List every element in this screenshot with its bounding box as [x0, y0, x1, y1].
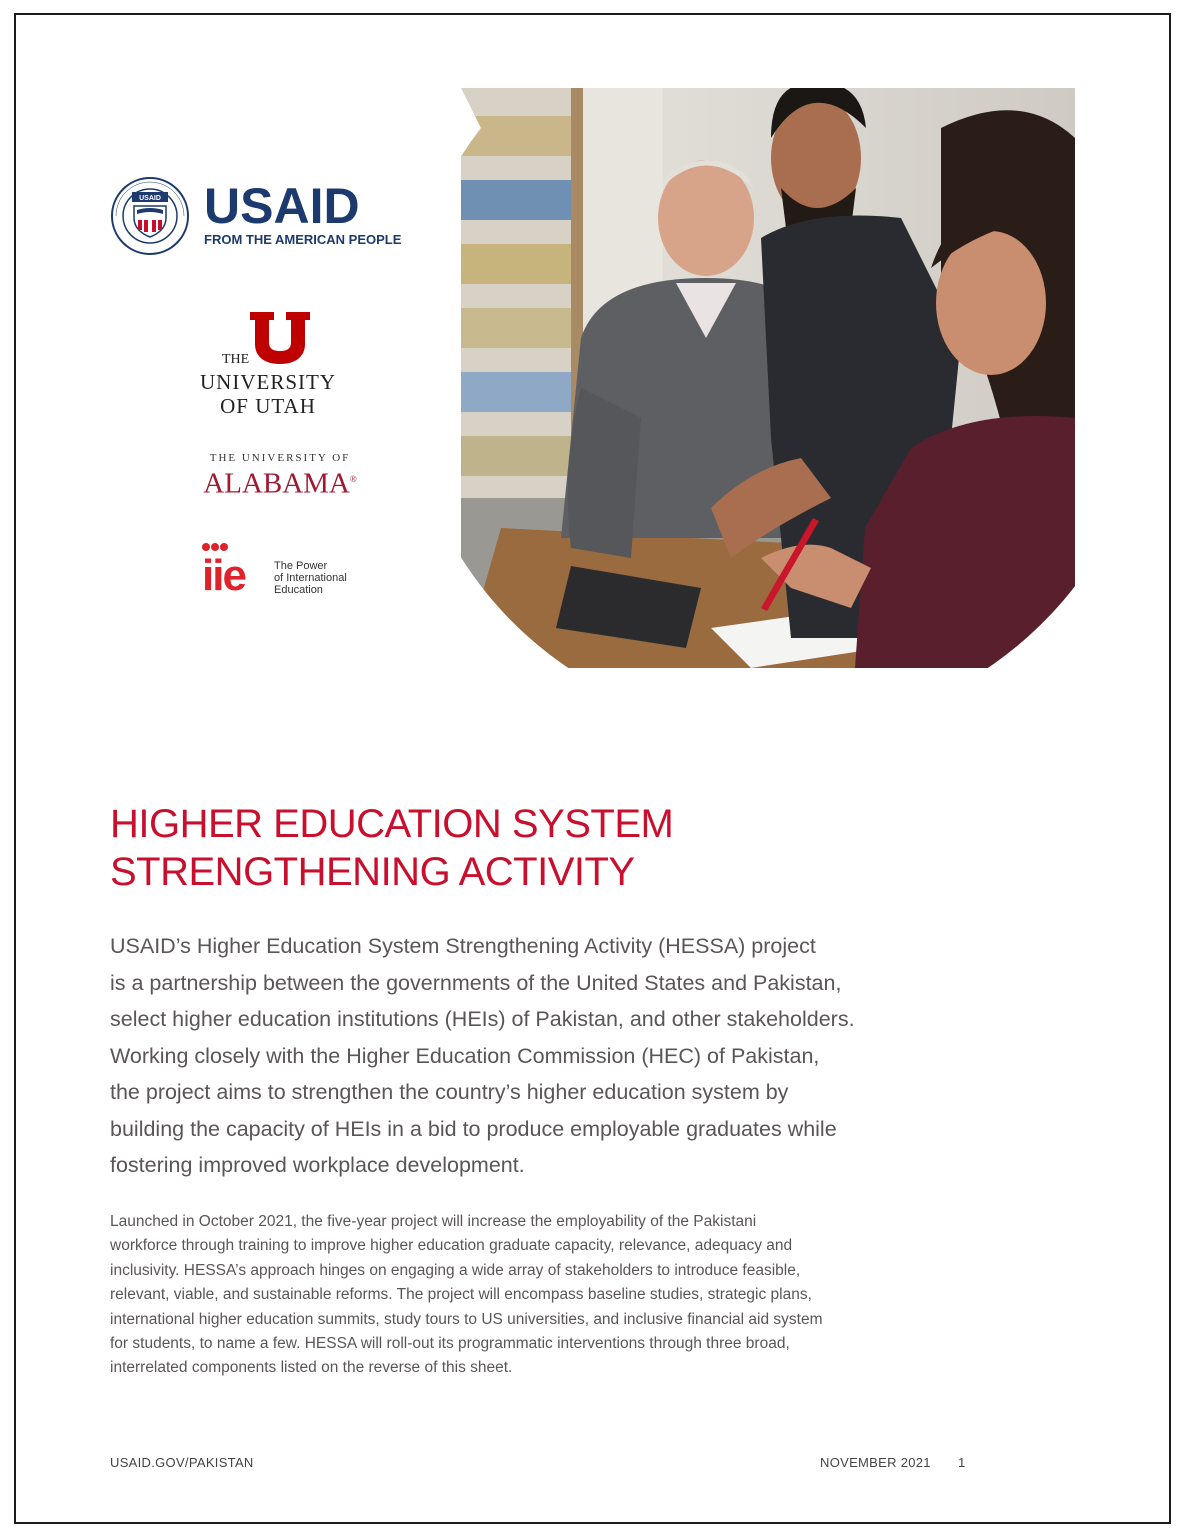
hero-photo — [461, 88, 1075, 668]
utah-the-label: THE — [222, 352, 250, 367]
university-of-utah-logo — [188, 312, 348, 422]
usaid-logo — [110, 176, 400, 256]
utah-u-block-icon — [250, 312, 310, 364]
title-line-2: STRENGTHENING ACTIVITY — [110, 850, 635, 894]
utah-of-utah-label: OF UTAH — [220, 394, 316, 418]
lead-line: USAID’s Higher Education System Strengthening Activity (HESSA) project — [110, 934, 816, 958]
body-line: relevant, viable, and sustainable reforms. The project will encompass baseline studies, strategic plans, — [110, 1286, 812, 1304]
usaid-seal-icon — [110, 176, 190, 256]
body-line: international higher education summits, study tours to US universities, and inclusive financial aid system — [110, 1310, 823, 1328]
lead-line: fostering improved workplace development. — [110, 1153, 525, 1177]
svg-text:USAID: USAID — [139, 195, 161, 202]
lead-line: select higher education institutions (HEIs) of Pakistan, and other stakeholders. — [110, 1007, 855, 1031]
page-title — [110, 800, 1010, 896]
usaid-wordmark: USAID — [204, 178, 360, 234]
body-line: interrelated components listed on the reverse of this sheet. — [110, 1359, 513, 1377]
body-line: for students, to name a few. HESSA will roll-out its programmatic interventions through three broad, — [110, 1335, 790, 1353]
university-of-alabama-logo — [200, 452, 360, 502]
footer-url[interactable]: USAID.GOV/PAKISTAN — [110, 1455, 254, 1470]
alabama-wordmark: ALABAMA® — [203, 467, 357, 500]
iie-mark-icon — [202, 542, 272, 598]
page-number: 1 — [958, 1455, 966, 1470]
iie-tagline: The Power of International Education — [274, 560, 347, 596]
title-line-1: HIGHER EDUCATION SYSTEM — [110, 802, 674, 846]
lead-line: Working closely with the Higher Education Commission (HEC) of Pakistan, — [110, 1043, 820, 1068]
usaid-tagline: FROM THE AMERICAN PEOPLE — [204, 232, 402, 247]
iie-logo — [202, 542, 372, 598]
footer-date: NOVEMBER 2021 — [820, 1455, 931, 1470]
body-line: inclusivity. HESSA’s approach hinges on engaging a wide array of stakeholders to introduce feasible, — [110, 1261, 801, 1279]
body-line: Launched in October 2021, the five-year project will increase the employability of the Pakistani — [110, 1213, 757, 1230]
body-paragraph — [110, 1210, 990, 1381]
utah-university-label: UNIVERSITY — [200, 370, 336, 394]
alabama-top-label: THE UNIVERSITY OF — [209, 452, 351, 464]
lead-line: the project aims to strengthen the country’s higher education system by — [110, 1080, 789, 1104]
lead-line: is a partnership between the governments of the United States and Pakistan, — [110, 970, 842, 995]
body-line: workforce through training to improve higher education graduate capacity, relevance, adequacy and — [110, 1237, 793, 1255]
svg-text:iie: iie — [202, 551, 245, 598]
lead-line: building the capacity of HEIs in a bid to produce employable graduates while — [110, 1116, 837, 1141]
lead-paragraph — [110, 928, 990, 1184]
